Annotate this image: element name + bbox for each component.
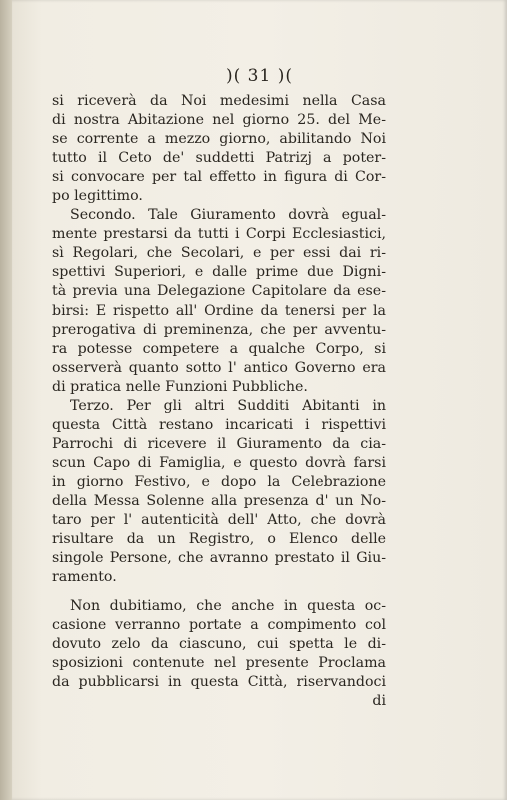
text-line: si riceverà da Noi medesimi nella Casa bbox=[52, 93, 386, 109]
page-number: )( 31 )( bbox=[226, 66, 293, 86]
text-line: po legittimo. bbox=[52, 188, 143, 205]
text-line: mente prestarsi da tutti i Corpi Ecclesiastici, bbox=[52, 226, 386, 243]
text-line: casione verranno portate a compimento col bbox=[52, 617, 386, 634]
paragraph-gap bbox=[52, 587, 386, 597]
text-line: in giorno Festivo, e dopo la Celebrazione bbox=[52, 473, 386, 490]
text-line: di nostra Abitazione nel giorno 25. del Me- bbox=[52, 112, 386, 129]
text-line: Parrochi di ricevere il Giuramento da cia- bbox=[52, 435, 386, 452]
text-line: sposizioni contenute nel presente Proclama bbox=[52, 655, 386, 672]
text-line: dovuto zelo da ciascuno, cui spetta le di- bbox=[52, 636, 386, 653]
text-line: risultare da un Registro, o Elenco delle bbox=[52, 531, 386, 548]
text-line: spettivi Superiori, e dalle prime due Digni- bbox=[52, 264, 386, 281]
body-text bbox=[52, 92, 386, 712]
text-line: sì Regolari, che Secolari, e per essi dai ri- bbox=[52, 245, 386, 262]
text-line: da pubblicarsi in questa Città, riservandoci bbox=[52, 674, 386, 691]
paragraph-start-line: Non dubitiamo, che anche in questa oc- bbox=[70, 598, 386, 615]
paragraph-start-line: Secondo. Tale Giuramento dovrà egual- bbox=[70, 207, 386, 224]
text-line: prerogativa di preminenza, che per avventu- bbox=[52, 321, 386, 338]
page-edge bbox=[0, 0, 12, 800]
text-line: tutto il Ceto de' suddetti Patrizj a poter- bbox=[52, 150, 386, 167]
text-line: della Messa Solenne alla presenza d' un No- bbox=[52, 492, 386, 509]
text-line: si convocare per tal effetto in figura di Cor- bbox=[52, 169, 386, 186]
text-line: se corrente a mezzo giorno, abilitando Noi bbox=[52, 131, 386, 148]
text-line: ramento. bbox=[52, 569, 117, 586]
paragraph-start-line: Terzo. Per gli altri Sudditi Abitanti in bbox=[70, 397, 386, 414]
document-page bbox=[12, 0, 507, 800]
text-line: birsi: E rispetto all' Ordine da tenersi per la bbox=[52, 302, 386, 319]
text-line: questa Città restano incaricati i rispettivi bbox=[52, 416, 386, 433]
text-line: ra potesse competere a qualche Corpo, si bbox=[52, 340, 386, 357]
text-line: singole Persone, che avranno prestato il Giu- bbox=[52, 550, 386, 567]
catchword: di bbox=[372, 693, 386, 710]
text-line: osserverà quanto sotto l' antico Governo era bbox=[52, 359, 386, 376]
text-line: scun Capo di Famiglia, e questo dovrà farsi bbox=[52, 454, 386, 471]
text-line: tà previa una Delegazione Capitolare da ese- bbox=[52, 283, 386, 300]
text-line: di pratica nelle Funzioni Pubbliche. bbox=[52, 378, 308, 395]
text-line: taro per l' autenticità dell' Atto, che dovrà bbox=[52, 512, 386, 529]
